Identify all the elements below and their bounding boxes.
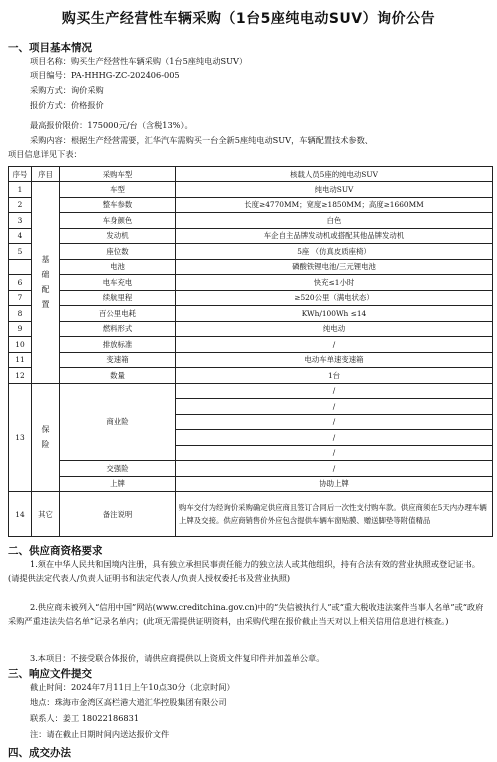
row-item: 电车充电 (60, 275, 176, 291)
commercial-insurance-value: / (176, 383, 493, 399)
basic-config-group (32, 182, 60, 384)
table-row (9, 259, 493, 275)
row-item: 燃料形式 (60, 321, 176, 337)
row-no: 2 (9, 197, 32, 213)
table-row (9, 228, 493, 244)
row-item: 车身颜色 (60, 213, 176, 229)
row-item: 百公里电耗 (60, 306, 176, 322)
table-row (9, 197, 493, 213)
commercial-insurance-value: / (176, 399, 493, 415)
commercial-insurance-value: / (176, 414, 493, 430)
row-no: 13 (9, 383, 32, 492)
row-value: 5座 （仿真皮质座椅） (176, 244, 493, 260)
row-value: 白色 (176, 213, 493, 229)
table-row (9, 244, 493, 260)
header-vehicle-type: 采购车型 (60, 167, 176, 182)
compulsory-insurance-value: / (176, 461, 493, 477)
section-3-heading: 三、响应文件提交 (8, 668, 92, 680)
table-row (9, 321, 493, 337)
section-1-heading: 一、项目基本情况 (8, 42, 92, 54)
row-value: 电动车单速变速箱 (176, 352, 493, 368)
row-no: 3 (9, 213, 32, 229)
table-row (9, 337, 493, 353)
row-no: 5 (9, 244, 32, 260)
row-value: 纯电动SUV (176, 182, 493, 198)
qualification-2: 2.供应商未被列入“信用中国”网站(www.creditchina.gov.cn)中的“失信被执行人”或“重大税收违法案件当事人名单”或“政府采购严重违法失信名单”记录名单内；(此项无需提供证明资料，由采购代理在报价截止当天对以上相关信用信息进行核查。) (8, 602, 484, 626)
row-no: 6 (9, 275, 32, 291)
page-title: 购买生产经营性车辆采购（1台5座纯电动SUV）询价公告 (61, 11, 436, 27)
row-value: 长度≥4770MM；宽度≥1850MM；高度≥1660MM (176, 197, 493, 213)
row-value: 车企自主品牌发动机或搭配其他品牌发动机 (176, 228, 493, 244)
table-row (9, 383, 493, 399)
row-item: 电池 (60, 259, 176, 275)
row-value: 1台 (176, 368, 493, 384)
row-item: 座位数 (60, 244, 176, 260)
plate-label: 上牌 (60, 476, 176, 492)
row-no (9, 259, 32, 275)
table-row (9, 275, 493, 291)
commercial-insurance-value: / (176, 430, 493, 446)
row-value: 快充≤1小时 (176, 275, 493, 291)
row-no: 11 (9, 352, 32, 368)
procurement-method: 采购方式：询价采购 (30, 85, 104, 95)
table-row (9, 492, 493, 537)
row-item: 变速箱 (60, 352, 176, 368)
compulsory-insurance-label: 交强险 (60, 461, 176, 477)
table-row (9, 368, 493, 384)
table-row (9, 213, 493, 229)
row-no: 8 (9, 306, 32, 322)
table-header-row (9, 167, 493, 182)
commercial-insurance-value: / (176, 445, 493, 461)
section-4-heading: 四、成交办法 (8, 747, 71, 759)
row-no: 1 (9, 182, 32, 198)
row-value: / (176, 337, 493, 353)
row-no: 10 (9, 337, 32, 353)
row-value: 纯电动 (176, 321, 493, 337)
row-no: 4 (9, 228, 32, 244)
row-value: KWh/100Wh ≤14 (176, 306, 493, 322)
commercial-insurance-label: 商业险 (60, 383, 176, 461)
row-item: 续航里程 (60, 290, 176, 306)
contact: 联系人：姜工 18022186831 (30, 713, 140, 723)
project-name: 项目名称：购买生产经营性车辆采购（1台5座纯电动SUV） (30, 56, 248, 66)
basic-config-label: 基础配置 (41, 255, 50, 310)
max-price: 最高报价限价：175000元/台（含税13%）。 (30, 120, 193, 130)
insurance-group (32, 383, 60, 492)
table-row (9, 290, 493, 306)
table-row (9, 306, 493, 322)
insurance-label: 保险 (41, 425, 50, 450)
qualification-3: 3.本项目：不接受联合体报价，请供应商提供以上资质文件复印件并加盖单公章。 (30, 653, 325, 663)
row-item: 数量 (60, 368, 176, 384)
spec-table (8, 166, 493, 537)
table-row (9, 182, 493, 198)
remarks-value: 购车交付为经询价采购确定供应商且签订合同后一次性支付购车款。供应商须在5天内办理车辆上牌及交接。供应商销售价外应包含提供车辆车窗贴膜、赠送脚垫等附值精品 (176, 492, 493, 537)
row-item: 整车参数 (60, 197, 176, 213)
location: 地点：珠海市金湾区高栏港大道汇华控股集团有限公司 (30, 697, 227, 707)
remarks-label: 备注说明 (60, 492, 176, 537)
submission-note: 注：请在截止日期时间内送达报价文件 (30, 729, 170, 739)
section-2-heading: 二、供应商资格要求 (8, 545, 103, 557)
header-vehicle-desc: 核载人员5座的纯电动SUV (176, 167, 493, 182)
content-line-1: 采购内容：根据生产经营需要，汇华汽车需购买一台全新5座纯电动SUV，车辆配置技术参数、 (30, 135, 373, 145)
project-number: 项目编号：PA-HHHG-ZC-202406-005 (30, 70, 180, 80)
row-no: 14 (9, 492, 32, 537)
quote-method: 报价方式：价格报价 (30, 100, 104, 110)
table-row (9, 352, 493, 368)
qualification-1: 1.须在中华人民共和国境内注册，具有独立承担民事责任能力的独立法人或其他组织，持有合法有效的营业执照或登记证书。(请提供法定代表人/负责人证明书和法定代表人/负责人授权委托书及营业执照) (8, 559, 480, 583)
row-no: 7 (9, 290, 32, 306)
header-no: 序号 (9, 167, 32, 182)
table-row (9, 461, 493, 477)
row-value: ≥520公里（满电状态） (176, 290, 493, 306)
content-line-2: 项目信息详见下表： (8, 149, 82, 159)
table-row (9, 476, 493, 492)
other-label: 其它 (32, 492, 60, 537)
row-no: 12 (9, 368, 32, 384)
row-item: 车型 (60, 182, 176, 198)
row-item: 排放标准 (60, 337, 176, 353)
deadline: 截止时间：2024年7月11日上午10点30分（北京时间） (30, 682, 235, 692)
plate-value: 协助上牌 (176, 476, 493, 492)
header-category: 序目 (32, 167, 60, 182)
row-item: 发动机 (60, 228, 176, 244)
row-value: 磷酸铁锂电池/三元锂电池 (176, 259, 493, 275)
row-no: 9 (9, 321, 32, 337)
